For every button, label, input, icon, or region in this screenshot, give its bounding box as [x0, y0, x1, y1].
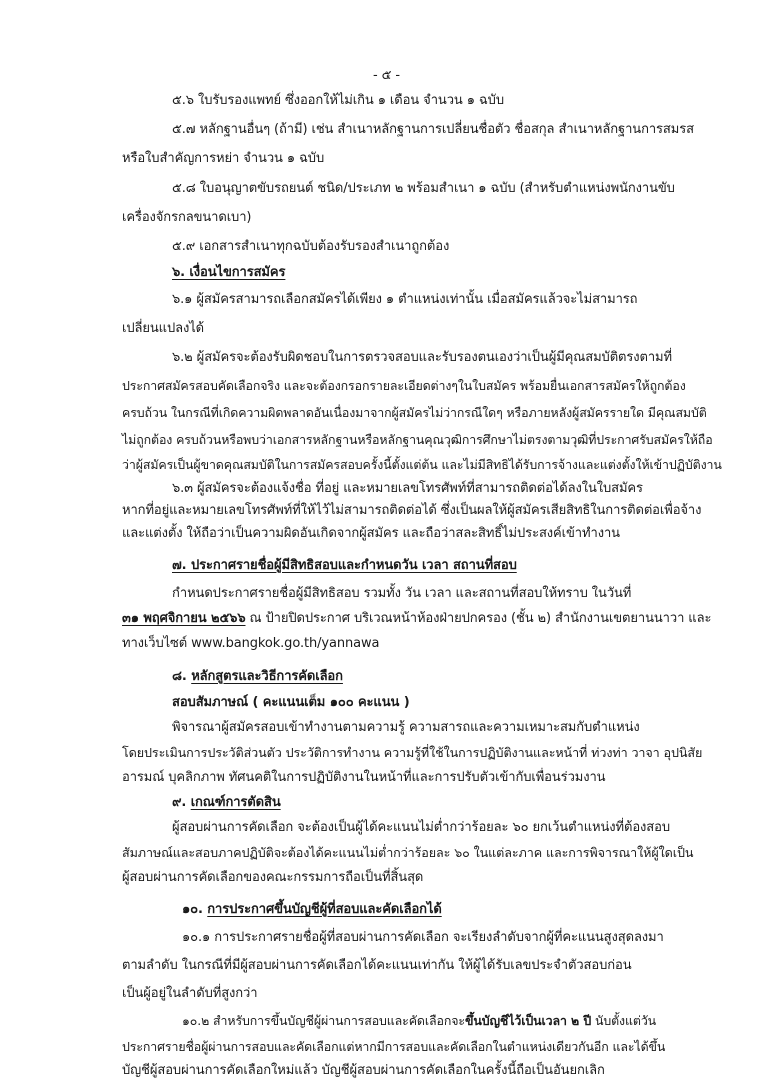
section-10-2-line1 — [182, 1012, 656, 1030]
section-8-line3: อารมณ์ บุคลิกภาพ ทัศนคติในการปฏิบัติงานในหน้าที่และการปรับตัวเข้ากับเพื่อนร่วมงาน — [122, 770, 606, 785]
section-10-2-line1-b: นับตั้งแต่วัน — [591, 1013, 657, 1028]
section-10-2-line1-a: ๑๐.๒ สำหรับการขึ้นบัญชีผู้ผ่านการสอบและคัดเลือกจะ — [182, 1013, 465, 1028]
section-9-heading — [172, 794, 281, 812]
section-6-1-line1: ๖.๑ ผู้สมัครสามารถเลือกสมัครได้เพียง ๑ ตำแหน่งเท่านั้น เมื่อสมัครแล้วจะไม่สามารถ — [172, 292, 638, 307]
section-10-1-line1: ๑๐.๑ การประกาศรายชื่อผู้ที่สอบผ่านการคัดเลือก จะเรียงลำดับจากผู้ที่คะแนนสูงสุดลงมา — [182, 930, 664, 945]
section-6-2-line4: ไม่ถูกต้อง ครบถ้วนหรือพบว่าเอกสารหลักฐานหรือหลักฐานคุณวุฒิการศึกษาไม่ตรงตามวุฒิที่ประกาศรับสมัครให้ถือ — [122, 432, 713, 447]
section-7-line2-rest: ณ ป้ายปิดประกาศ บริเวณหน้าห้องฝ่ายปกครอง (ชั้น ๒) สำนักงานเขตยานนาวา และ — [245, 611, 712, 626]
page-number: - ๕ - — [373, 68, 400, 83]
section-6-2-line5: ว่าผู้สมัครเป็นผู้ขาดคุณสมบัติในการสมัครสอบครั้งนี้ตั้งแต่ต้น และไม่มีสิทธิได้รับการจ้างและแต่งตั้งให้เข้าปฏิบัติงาน — [122, 457, 722, 472]
section-6-heading: ๖. เงื่อนไขการสมัคร — [172, 265, 286, 280]
section-8-number: ๘. — [172, 669, 192, 684]
section-6-2-line3: ครบถ้วน ในกรณีที่เกิดความผิดพลาดอันเนื่องมาจากผู้สมัครไม่ว่ากรณีใดๆ หรือภายหลังผู้สมัครรายใด มีคุณสมบัติ — [122, 405, 707, 420]
item-5-9: ๕.๙ เอกสารสำเนาทุกฉบับต้องรับรองสำเนาถูกต้อง — [172, 239, 450, 254]
item-5-8-line1: ๕.๘ ใบอนุญาตขับรถยนต์ ชนิด/ประเภท ๒ พร้อมสำเนา ๑ ฉบับ (สำหรับตำแหน่งพนักงานขับ — [172, 181, 675, 196]
section-9-number: ๙. — [172, 795, 191, 810]
section-10-number: ๑๐. — [182, 902, 208, 917]
section-8-subheading: สอบสัมภาษณ์ ( คะแนนเต็ม ๑๐๐ คะแนน ) — [172, 695, 410, 710]
section-6-2-line2: ประกาศสมัครสอบคัดเลือกจริง และจะต้องกรอกรายละเอียดต่างๆในใบสมัคร พร้อมยื่นเอกสารสมัครให้ถูกต้อง — [122, 378, 686, 393]
section-8-heading — [172, 668, 343, 686]
section-6-3-line2: หากที่อยู่และหมายเลขโทรศัพท์ที่ให้ไว้ไม่สามารถติดต่อได้ ซึ่งเป็นผลให้ผู้สมัครเสียสิทธิในการติดต่อเพื่อจ้าง — [122, 503, 702, 518]
section-6-2-line1: ๖.๒ ผู้สมัครจะต้องรับผิดชอบในการตรวจสอบและรับรองตนเองว่าเป็นผู้มีคุณสมบัติตรงตามที่ — [172, 350, 672, 365]
section-9-line1: ผู้สอบผ่านการคัดเลือก จะต้องเป็นผู้ได้คะแนนไม่ต่ำกว่าร้อยละ ๖๐ ยกเว้นตำแหน่งที่ต้องสอบ — [172, 820, 670, 835]
section-7-line1: กำหนดประกาศรายชื่อผู้มีสิทธิสอบ รวมทั้ง วัน เวลา และสถานที่สอบให้ทราบ ในวันที่ — [172, 586, 632, 601]
section-8-line1: พิจารณาผู้สมัครสอบเข้าทำงานตามความรู้ ความสารถและความเหมาะสมกับตำแหน่ง — [172, 720, 640, 735]
section-7-heading: ๗. ประกาศรายชื่อผู้มีสิทธิสอบและกำหนดวัน เวลา สถานที่สอบ — [172, 558, 517, 573]
section-10-2-line2: ประกาศรายชื่อผู้ผ่านการสอบและคัดเลือกแต่หากมีการสอบและคัดเลือกในตำแหน่งเดียวกันอีก และได้ขึ้น — [122, 1039, 666, 1054]
section-7-line3: ทางเว็บไซต์ www.bangkok.go.th/yannawa — [122, 636, 380, 651]
section-10-1-line3: เป็นผู้อยู่ในลำดับที่สูงกว่า — [122, 986, 258, 1001]
section-10-1-line2: ตามลำดับ ในกรณีที่มีผู้สอบผ่านการคัดเลือกได้คะแนนเท่ากัน ให้ผู้ได้รับเลขประจำตัวสอบก่อน — [122, 958, 632, 973]
section-9-line2: สัมภาษณ์และสอบภาคปฏิบัติจะต้องได้คะแนนไม่ต่ำกว่าร้อยละ ๖๐ ในแต่ละภาค และการพิจารณาให้ผู้ใดเป็น — [122, 845, 694, 860]
section-6-3-line3: และแต่งตั้ง ให้ถือว่าเป็นความผิดอันเกิดจากผู้สมัคร และถือว่าสละสิทธิ์ไม่ประสงค์เข้าทำงาน — [122, 526, 620, 541]
item-5-6: ๕.๖ ใบรับรองแพทย์ ซึ่งออกให้ไม่เกิน ๑ เดือน จำนวน ๑ ฉบับ — [172, 93, 504, 108]
section-8-line2: โดยประเมินการประวัติส่วนตัว ประวัติการทำงาน ความรู้ที่ใช้ในการปฏิบัติงานและหน้าที่ ท่วงท่า วาจา อุปนิสัย — [122, 745, 703, 760]
announcement-date: ๓๑ พฤศจิกายน ๒๕๖๖ — [122, 611, 246, 626]
item-5-7-line2: หรือใบสำคัญการหย่า จำนวน ๑ ฉบับ — [122, 151, 325, 166]
section-10-2-line3: บัญชีผู้สอบผ่านการคัดเลือกใหม่แล้ว บัญชีผู้สอบผ่านการคัดเลือกในครั้งนี้ถือเป็นอันยกเลิก — [122, 1063, 605, 1078]
section-6-1-line2: เปลี่ยนแปลงได้ — [122, 321, 204, 336]
list-validity-period: ขึ้นบัญชีไว้เป็นเวลา ๒ ปี — [464, 1013, 592, 1028]
section-10-title: การประกาศขึ้นบัญชีผู้ที่สอบและคัดเลือกได้ — [207, 902, 442, 917]
section-9-line3: ผู้สอบผ่านการคัดเลือกของคณะกรรมการถือเป็นที่สิ้นสุด — [122, 870, 424, 885]
section-6-3-line1: ๖.๓ ผู้สมัครจะต้องแจ้งชื่อ ที่อยู่ และหมายเลขโทรศัพท์ที่สามารถติดต่อได้ลงในใบสมัคร — [172, 481, 643, 496]
item-5-8-line2: เครื่องจักรกลขนาดเบา) — [122, 210, 252, 225]
section-10-heading — [182, 901, 442, 919]
section-9-title: เกณฑ์การตัดสิน — [190, 795, 281, 810]
section-7-line2 — [122, 610, 711, 628]
item-5-7-line1: ๕.๗ หลักฐานอื่นๆ (ถ้ามี) เช่น สำเนาหลักฐานการเปลี่ยนชื่อตัว ชื่อสกุล สำเนาหลักฐานการสมรส — [172, 122, 694, 137]
section-8-title: หลักสูตรและวิธีการคัดเลือก — [191, 669, 343, 684]
